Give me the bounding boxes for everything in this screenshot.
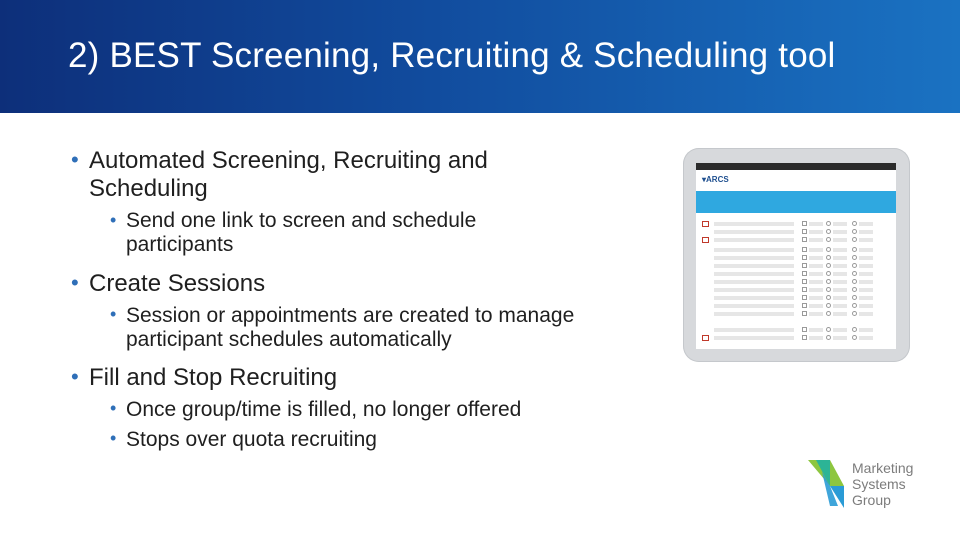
- msg-logo-mark: [808, 458, 848, 508]
- row-checkbox: [802, 263, 807, 268]
- row-checkbox: [802, 279, 807, 284]
- row-cell: [809, 336, 823, 340]
- row-radio: [826, 311, 831, 316]
- row-marker: [702, 237, 709, 243]
- row-cell: [859, 264, 873, 268]
- bullet-dot: •: [71, 364, 79, 389]
- row-radio: [826, 263, 831, 268]
- row-radio: [852, 287, 857, 292]
- row-radio: [852, 327, 857, 332]
- row-cell: [714, 238, 794, 242]
- row-radio: [852, 247, 857, 252]
- sub-bullet-dot: •: [110, 398, 117, 418]
- row-cell: [809, 304, 823, 308]
- arcs-header-band: [696, 191, 896, 213]
- row-radio: [852, 295, 857, 300]
- row-cell: [833, 222, 847, 226]
- msg-logo-line-2: Systems: [852, 476, 906, 492]
- schedule-row: [702, 335, 890, 341]
- row-radio: [826, 287, 831, 292]
- row-cell: [859, 312, 873, 316]
- row-cell: [859, 272, 873, 276]
- row-checkbox: [802, 295, 807, 300]
- row-checkbox: [802, 327, 807, 332]
- row-cell: [859, 304, 873, 308]
- tablet-screenshot: [683, 148, 910, 362]
- msg-logo-line-1: Marketing: [852, 460, 914, 476]
- row-cell: [809, 296, 823, 300]
- row-radio: [826, 247, 831, 252]
- row-radio: [852, 255, 857, 260]
- bullet-1-sub-1: Send one link to screen and schedule participants: [126, 209, 477, 256]
- row-radio: [826, 229, 831, 234]
- schedule-row: [702, 303, 890, 309]
- row-checkbox: [802, 255, 807, 260]
- row-cell: [859, 222, 873, 226]
- row-checkbox: [802, 303, 807, 308]
- schedule-row: [702, 263, 890, 269]
- row-radio: [852, 221, 857, 226]
- bullet-3-text: Fill and Stop Recruiting: [89, 364, 338, 391]
- row-cell: [714, 312, 794, 316]
- sub-bullet-dot: •: [110, 428, 117, 448]
- row-cell: [714, 280, 794, 284]
- row-cell: [833, 288, 847, 292]
- row-cell: [859, 296, 873, 300]
- row-checkbox: [802, 271, 807, 276]
- row-radio: [826, 255, 831, 260]
- row-checkbox: [802, 229, 807, 234]
- row-cell: [809, 328, 823, 332]
- row-cell: [714, 248, 794, 252]
- row-cell: [714, 230, 794, 234]
- schedule-row: [702, 279, 890, 285]
- row-cell: [809, 272, 823, 276]
- row-cell: [859, 328, 873, 332]
- bullet-3-sub-2: Stops over quota recruiting: [126, 428, 377, 451]
- row-cell: [859, 248, 873, 252]
- tablet-screen: [696, 163, 896, 349]
- row-radio: [852, 263, 857, 268]
- row-cell: [809, 238, 823, 242]
- sub-bullet-dot: •: [110, 304, 117, 324]
- row-cell: [859, 230, 873, 234]
- row-radio: [852, 335, 857, 340]
- bullet-3-sub-1: Once group/time is filled, no longer offered: [126, 398, 522, 421]
- row-cell: [833, 280, 847, 284]
- row-cell: [859, 280, 873, 284]
- row-radio: [826, 327, 831, 332]
- bullet-2-sub-1: Session or appointments are created to manage participant schedules automatically: [126, 304, 575, 351]
- row-marker: [702, 221, 709, 227]
- row-checkbox: [802, 237, 807, 242]
- row-cell: [833, 312, 847, 316]
- schedule-row: [702, 327, 890, 333]
- sub-bullet-dot: •: [110, 210, 117, 230]
- row-radio: [826, 271, 831, 276]
- row-cell: [833, 304, 847, 308]
- row-cell: [809, 288, 823, 292]
- row-cell: [833, 248, 847, 252]
- row-radio: [826, 303, 831, 308]
- row-radio: [852, 271, 857, 276]
- row-radio: [852, 303, 857, 308]
- row-cell: [714, 272, 794, 276]
- row-radio: [826, 279, 831, 284]
- row-checkbox: [802, 247, 807, 252]
- row-cell: [809, 230, 823, 234]
- schedule-row: [702, 237, 890, 243]
- schedule-row: [702, 255, 890, 261]
- schedule-row: [702, 221, 890, 227]
- tablet-status-bar: [696, 163, 896, 170]
- schedule-row: [702, 229, 890, 235]
- row-radio: [852, 279, 857, 284]
- row-cell: [809, 264, 823, 268]
- row-cell: [714, 328, 794, 332]
- row-cell: [859, 238, 873, 242]
- row-radio: [826, 221, 831, 226]
- row-cell: [714, 256, 794, 260]
- row-cell: [833, 336, 847, 340]
- row-cell: [833, 264, 847, 268]
- arcs-logo-text: ARCS: [706, 175, 729, 184]
- slide-title: 2) BEST Screening, Recruiting & Scheduling tool: [68, 36, 836, 75]
- schedule-row: [702, 311, 890, 317]
- row-cell: [859, 336, 873, 340]
- row-radio: [826, 237, 831, 242]
- row-radio: [826, 335, 831, 340]
- row-cell: [833, 238, 847, 242]
- row-cell: [714, 336, 794, 340]
- row-cell: [833, 328, 847, 332]
- row-cell: [809, 248, 823, 252]
- bullet-dot: •: [71, 147, 79, 172]
- schedule-row: [702, 287, 890, 293]
- row-cell: [714, 222, 794, 226]
- row-checkbox: [802, 221, 807, 226]
- row-radio: [826, 295, 831, 300]
- row-radio: [852, 311, 857, 316]
- schedule-row: [702, 247, 890, 253]
- row-cell: [833, 272, 847, 276]
- row-cell: [833, 256, 847, 260]
- row-checkbox: [802, 335, 807, 340]
- row-radio: [852, 237, 857, 242]
- row-cell: [809, 312, 823, 316]
- row-cell: [714, 296, 794, 300]
- row-cell: [833, 230, 847, 234]
- row-cell: [714, 264, 794, 268]
- schedule-row: [702, 271, 890, 277]
- row-cell: [714, 288, 794, 292]
- msg-logo-text: [852, 460, 913, 508]
- arcs-logo: ▾ARCS: [702, 175, 729, 184]
- row-cell: [809, 256, 823, 260]
- row-cell: [859, 256, 873, 260]
- msg-logo: [808, 458, 920, 510]
- msg-logo-line-3: Group: [852, 492, 891, 508]
- row-radio: [852, 229, 857, 234]
- row-cell: [714, 304, 794, 308]
- bullet-1-text: Automated Screening, Recruiting and Scheduling: [89, 147, 488, 202]
- row-cell: [809, 280, 823, 284]
- row-checkbox: [802, 287, 807, 292]
- schedule-row: [702, 295, 890, 301]
- row-cell: [833, 296, 847, 300]
- row-checkbox: [802, 311, 807, 316]
- row-marker: [702, 335, 709, 341]
- row-cell: [809, 222, 823, 226]
- row-cell: [859, 288, 873, 292]
- bullet-dot: •: [71, 270, 79, 295]
- bullet-2-text: Create Sessions: [89, 270, 266, 297]
